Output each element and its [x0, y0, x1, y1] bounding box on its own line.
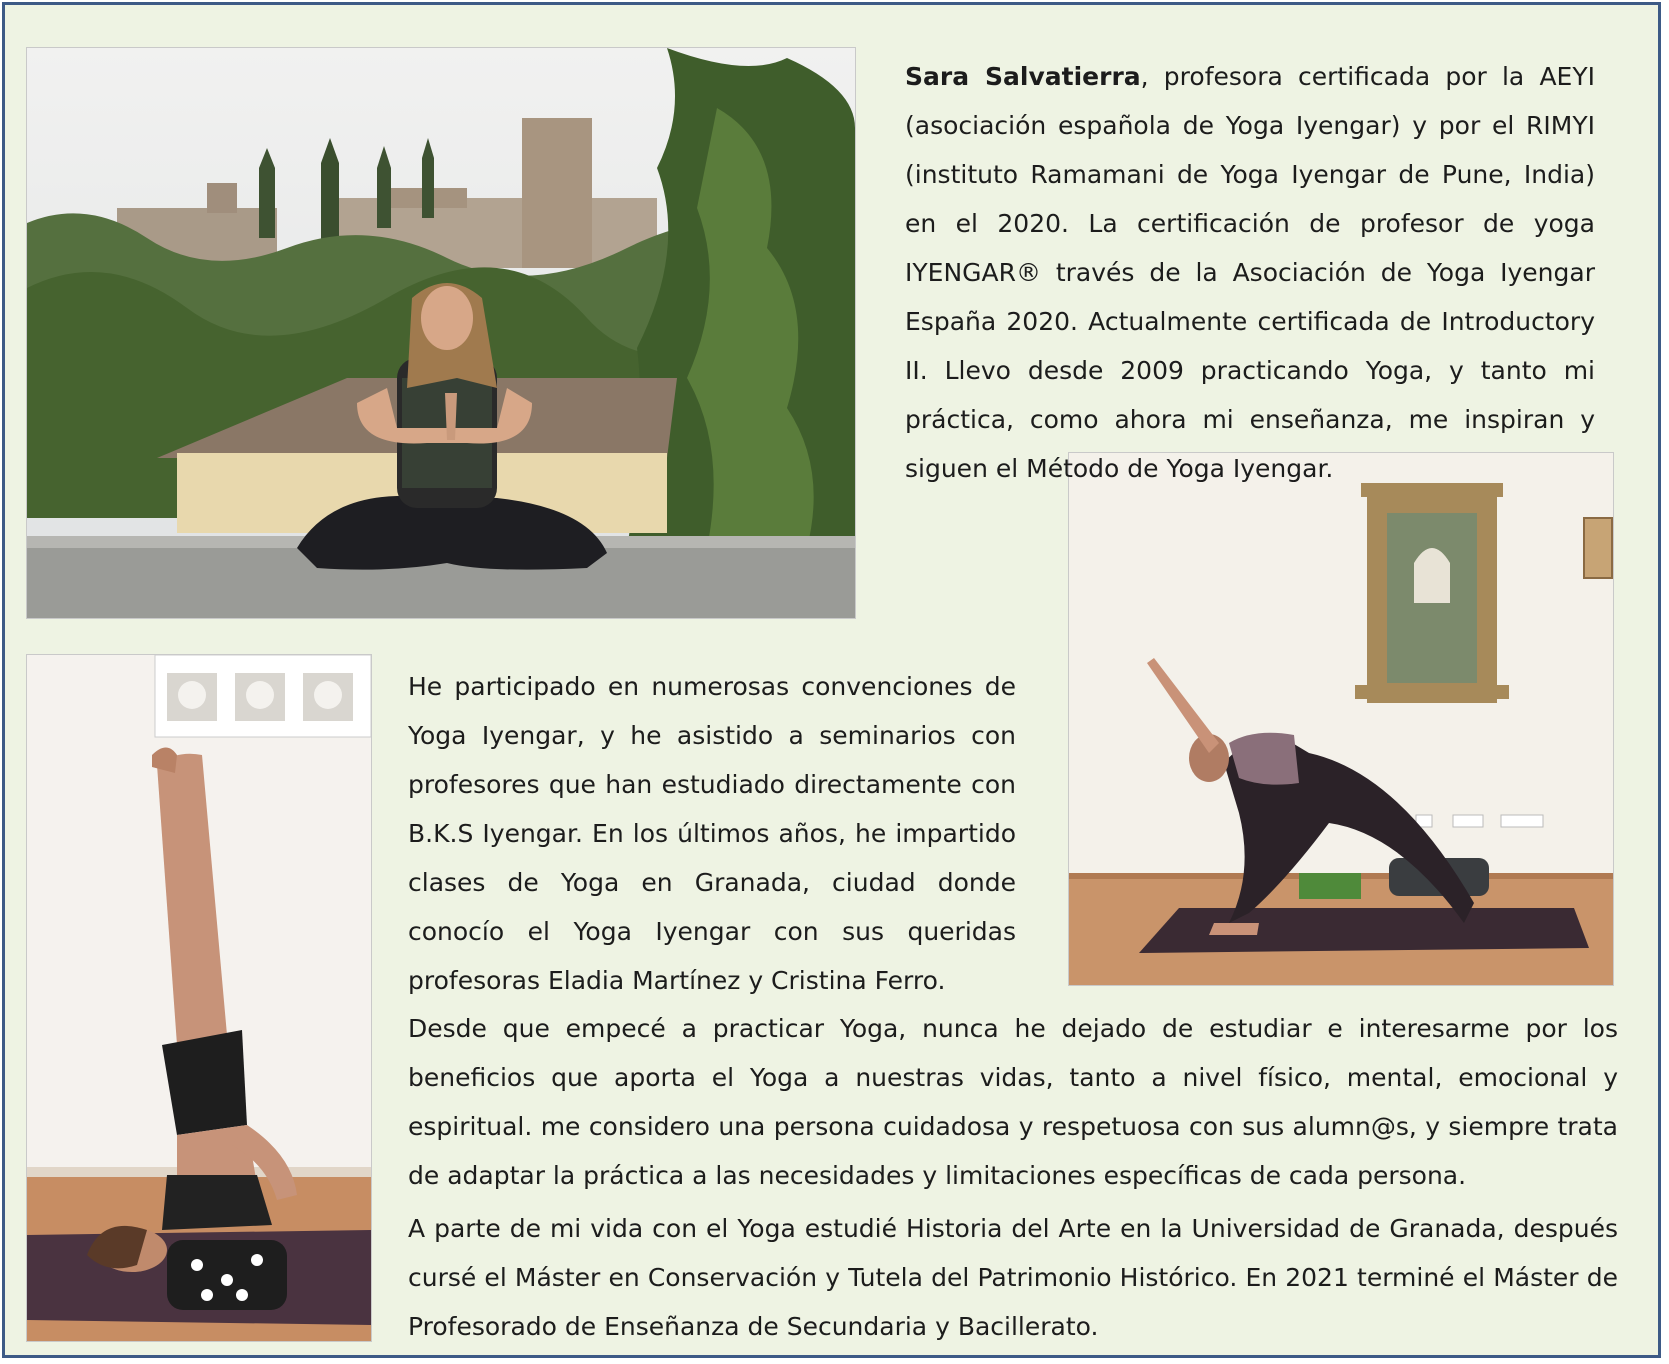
- experience-paragraph: He participado en numerosas convenciones de Yoga Iyengar, y he asistido a seminarios con profesores que han estudiado directamente con B.K.S Iyengar. En los últimos años, he impartido clases de Yoga en Granada, ciudad donde conocío el Yoga Iyengar con sus queridas profesoras Eladia Martínez y Cristina Ferro.: [408, 672, 1016, 995]
- shoulderstand-photo: [26, 654, 372, 1342]
- education-paragraph: A parte de mi vida con el Yoga estudié Historia del Arte en la Universidad de Granada, después cursé el Máster en Conservación y Tutela del Patrimonio Histórico. En 2021 terminé el Máster de Profesorado de Enseñanza de Secundaria y Bacillerato.: [408, 1214, 1618, 1341]
- meditation-photo: [26, 47, 856, 619]
- side-angle-pose-photo: [1068, 452, 1614, 986]
- author-name: Sara Salvatierra: [905, 62, 1141, 91]
- philosophy-paragraph: Desde que empecé a practicar Yoga, nunca he dejado de estudiar e interesarme por los beneficios que aporta el Yoga a nuestras vidas, tanto a nivel físico, mental, emocional y espiritual. me considero una persona cuidadosa y respetuosa con sus alumn@s, y siempre trata de adaptar la práctica a las necesidades y limitaciones específicas de cada persona.: [408, 1014, 1618, 1190]
- intro-text: , profesora certificada por la AEYI (asociación española de Yoga Iyengar) y por el RIMYI (instituto Ramamani de Yoga Iyengar de Pune, India) en el 2020. La certificación de profesor de yoga IYENGAR® través de la Asociación de Yoga Iyengar España 2020. Actualmente certificada de Introductory II. Llevo desde 2009 practicando Yoga, y tanto mi práctica, como ahora mi enseñanza, me inspiran y siguen el Método de Yoga Iyengar.: [905, 62, 1595, 483]
- intro-paragraph: [905, 52, 1595, 493]
